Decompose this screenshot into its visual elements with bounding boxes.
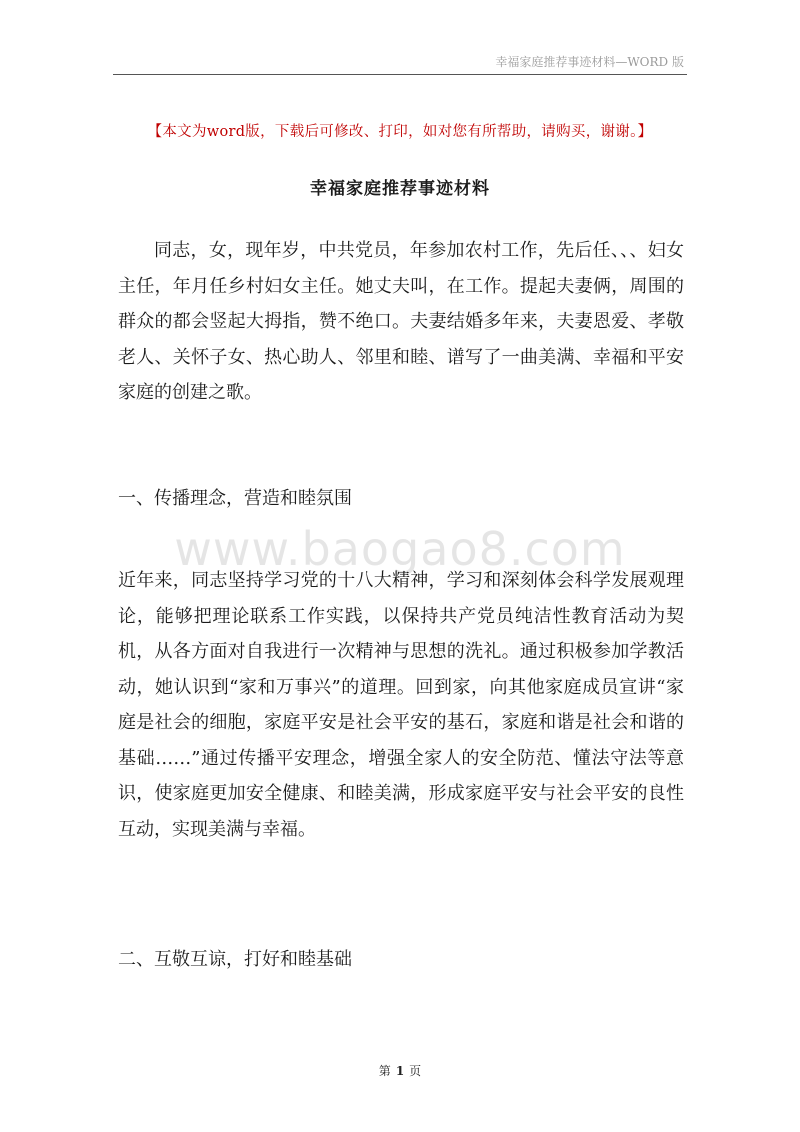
section1-heading: 一、传播理念，营造和睦氛围 <box>118 488 352 509</box>
footer-suffix: 页 <box>409 1064 422 1078</box>
header-divider <box>113 74 687 75</box>
document-title: 幸福家庭推荐事迹材料 <box>310 179 490 199</box>
watermark-text: www.baogao8.com <box>174 522 626 576</box>
footer-prefix: 第 <box>378 1064 391 1078</box>
download-notice: 【本文为word版，下载后可修改、打印，如对您有所帮助，请购买，谢谢。】 <box>147 124 653 140</box>
running-header: 幸福家庭推荐事迹材料—WORD 版 <box>495 55 684 69</box>
intro-paragraph: 同志，女，现年岁，中共党员，年参加农村工作，先后任、、、妇女主任，年月任乡村妇女主任。她丈夫叫，在工作。提起夫妻俩，周围的群众的都会竖起大拇指，赞不绝口。夫妻结婚多年来，夫妻恩爱、孝敬老人、关怀子女、热心助人、邻里和睦、谱写了一曲美满、幸福和平安家庭的创建之歌。 <box>118 240 684 403</box>
page-number: 1 <box>395 1064 405 1078</box>
page-footer <box>0 1062 800 1079</box>
section1-paragraph: 近年来，同志坚持学习党的十八大精神，学习和深刻体会科学发展观理论，能够把理论联系工作实践，以保持共产党员纯洁性教育活动为契机，从各方面对自我进行一次精神与思想的洗礼。通过积极参加学教活动，她认识到“家和万事兴”的道理。回到家，向其他家庭成员宣讲“家庭是社会的细胞，家庭平安是社会平安的基石，家庭和谐是社会和谐的基础……”通过传播平安理念，增强全家人的安全防范、懂法守法等意识，使家庭更加安全健康、和睦美满，形成家庭平安与社会平安的良性互动，实现美满与幸福。 <box>118 570 684 840</box>
section2-heading: 二、互敬互谅，打好和睦基础 <box>118 949 352 970</box>
